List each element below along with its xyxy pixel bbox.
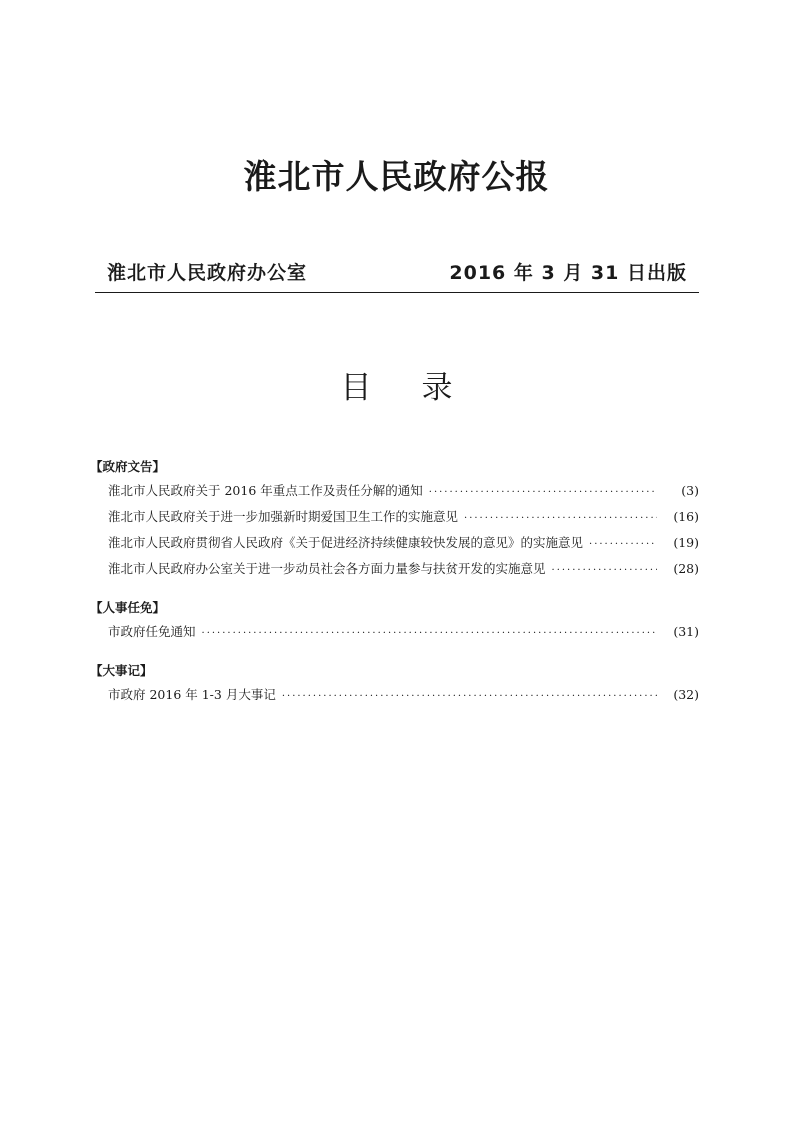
entry-title: 淮北市人民政府关于 2016 年重点工作及责任分解的通知 xyxy=(108,483,423,498)
entry-title: 淮北市人民政府办公室关于进一步动员社会各方面力量参与扶贫开发的实施意见 xyxy=(108,561,546,576)
entry-page-number: (3) xyxy=(681,483,699,498)
section-title: 【政府文告】 xyxy=(90,459,166,474)
dot-leader xyxy=(282,684,657,710)
entry-title: 市政府任免通知 xyxy=(108,624,196,639)
toc-heading: 目录 xyxy=(340,370,503,406)
entry-page-number: (19) xyxy=(673,535,699,550)
entry-title: 市政府 2016 年 1-3 月大事记 xyxy=(108,687,276,702)
entry-title: 淮北市人民政府关于进一步加强新时期爱国卫生工作的实施意见 xyxy=(108,509,459,524)
toc-entry[interactable] xyxy=(90,619,699,645)
toc-section-personnel xyxy=(90,597,699,645)
dot-leader xyxy=(589,532,657,558)
publication-info-row xyxy=(95,258,699,293)
table-of-contents xyxy=(90,456,699,723)
entry-page-number: (31) xyxy=(673,624,699,639)
toc-section-chronicle xyxy=(90,660,699,708)
entry-page-number: (28) xyxy=(673,561,699,576)
bulletin-title: 淮北市人民政府公报 xyxy=(243,157,550,196)
toc-entry[interactable] xyxy=(90,682,699,708)
entry-page-number: (32) xyxy=(673,687,699,702)
toc-entry[interactable] xyxy=(90,504,699,530)
toc-section-government-notices xyxy=(90,456,699,582)
entry-title: 淮北市人民政府贯彻省人民政府《关于促进经济持续健康较快发展的意见》的实施意见 xyxy=(108,535,584,550)
entry-page-number: (16) xyxy=(673,509,699,524)
toc-entry[interactable] xyxy=(90,556,699,582)
dot-leader xyxy=(202,621,657,647)
dot-leader xyxy=(552,558,657,584)
toc-entry[interactable] xyxy=(90,478,699,504)
section-title: 【人事任免】 xyxy=(90,600,166,615)
dot-leader xyxy=(464,506,657,532)
section-title: 【大事记】 xyxy=(90,663,153,678)
publisher-name: 淮北市人民政府办公室 xyxy=(107,262,308,284)
publication-date: 2016 年 3 月 31 日出版 xyxy=(449,262,687,284)
toc-entry[interactable] xyxy=(90,530,699,556)
dot-leader xyxy=(429,480,657,506)
